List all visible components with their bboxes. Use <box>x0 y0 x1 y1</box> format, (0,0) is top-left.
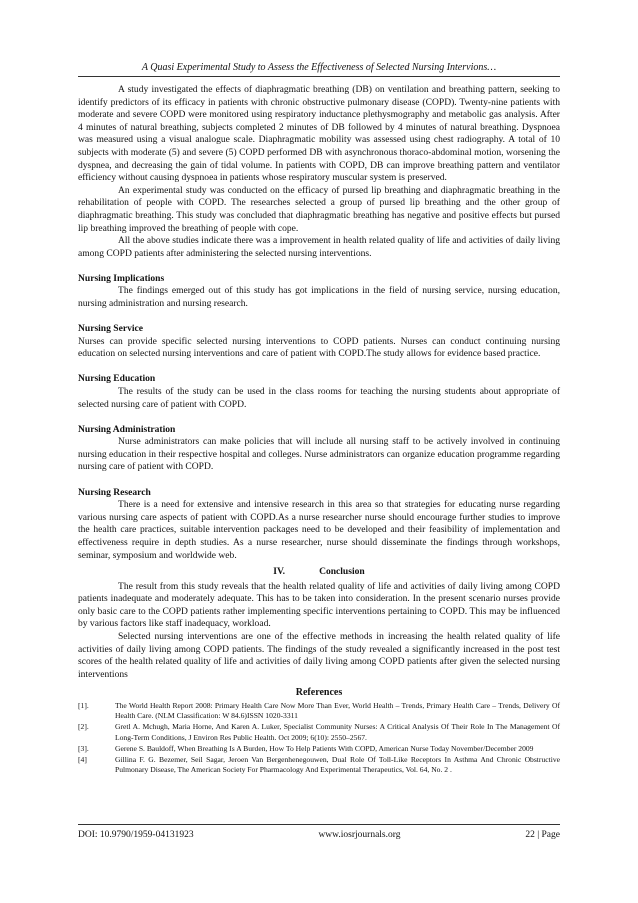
reference-number: [4] <box>78 755 87 765</box>
section-title: Conclusion <box>319 566 365 578</box>
footer-site-link[interactable]: www.iosrjournals.org <box>318 830 401 840</box>
running-head: A Quasi Experimental Study to Assess the Effectiveness of Selected Nursing Intervions… <box>141 62 497 73</box>
heading-nursing-implications: Nursing Implications <box>78 272 165 284</box>
reference-number: [2]. <box>78 722 89 732</box>
reference-item <box>78 755 560 775</box>
reference-list <box>78 701 560 775</box>
paragraph: There is a need for extensive and intensive research in this area so that strategies for educating nurse regarding various nursing care aspects of patient with COPD.As a nurse researcher nurse should encourage further studies to improve the health care practices, suitable intervention packages need to be developed and their feasibility of implementation and effectiveness require in depth studies. As a nurse researcher, nurse should disseminate the findings through workshops, seminar, symposium and worldwide web. <box>78 499 560 561</box>
footer-rule <box>78 824 560 825</box>
references-heading: References <box>295 687 343 699</box>
footer <box>78 830 560 840</box>
heading-nursing-service: Nursing Service <box>78 323 143 335</box>
heading-nursing-education: Nursing Education <box>78 373 156 385</box>
paragraph: Selected nursing interventions are one of the effective methods in increasing the health related quality of life activities of daily living among COPD patients. The findings of the study revealed a significantly increased in the post test scores of the health related quality of life and activities of daily living among COPD patients after given the selected nursing interventions <box>78 631 560 680</box>
reference-text: Gerene S. Bauldoff, When Breathing Is A Burden, How To Help Patients With COPD, American Nurse Today November/December 2009 <box>115 743 534 753</box>
paragraph: The results of the study can be used in the class rooms for teaching the nursing students about appropriate of selected nursing care of patient with COPD. <box>78 385 560 410</box>
header-rule <box>78 76 560 77</box>
section-number: IV. <box>273 566 286 578</box>
reference-item <box>78 722 560 742</box>
paragraph: Nurses can provide specific selected nursing interventions to COPD patients. Nurses can conduct continuing nursing education on selected nursing interventions and care of patient with COPD.The study allows for evidence based practice. <box>78 335 560 360</box>
body-text <box>78 84 560 775</box>
footer-page-number: 22 | Page <box>525 830 560 840</box>
paragraph: Nurse administrators can make policies that will include all nursing staff to be actively involved in continuing nursing education in their respective hospital and colleges. Nurse administrators can organize education programme regarding nursing care of patient with COPD. <box>78 436 560 473</box>
reference-number: [1]. <box>78 701 89 711</box>
paragraph: An experimental study was conducted on the efficacy of pursed lip breathing and diaphragmatic breathing in the rehabilitation of people with COPD. The researches selected a group of pursed lip breathing and the other group of diaphragmatic breathing. This study was concluded that diaphragmatic breathing has negative and positive effects but pursed lip breathing improved the breathing of people with cope. <box>78 184 560 234</box>
paragraph: The result from this study reveals that the health related quality of life and activities of daily living among COPD patients inadequate and moderately adequate. This has to be taken into consideration. In the present scenario nurses provide only basic care to the COPD patients rather implementing specific interventions pertaining to COPD. This may be influenced by various factors like staff inadequacy, workload. <box>78 580 560 630</box>
reference-text: The World Health Report 2008: Primary Health Care Now More Than Ever, World Health – Trends, Primary Health Care – Trends, Delivery Of Health Care. (NLM Classification: W 84.6)ISSN 1020-3311 <box>115 701 560 721</box>
reference-text: Gretl A. Mchugh, Maria Horne, And Karen A. Luker, Specialist Community Nurses: A Critical Analysis Of Their Role In The Management Of Long-Term Conditions, J Environ Res Public Health. Oct 2009; 6(10): 2550–2567. <box>115 722 560 742</box>
reference-item <box>78 701 560 721</box>
footer-doi: DOI: 10.9790/1959-04131923 <box>78 830 194 840</box>
paragraph: All the above studies indicate there was a improvement in health related quality of life and activities of daily living among COPD patients after administering the selected nursing interventions. <box>78 235 560 259</box>
heading-nursing-administration: Nursing Administration <box>78 423 176 435</box>
reference-item <box>78 744 560 754</box>
reference-number: [3]. <box>78 743 89 753</box>
reference-text: Gillina F. G. Bezemer, Seil Sagar, Jeroen Van Bergenhenegouwen, Dual Role Of Toll-Like Receptors In Asthma And Chronic Obstructive Pulmonary Disease, The American Society For Pharmacology And Experimental Therapeutics, Vol. 64, No. 2 . <box>115 755 560 775</box>
paragraph: The findings emerged out of this study has got implications in the field of nursing service, nursing education, nursing administration and nursing research. <box>78 285 560 309</box>
paragraph: A study investigated the effects of diaphragmatic breathing (DB) on ventilation and breathing pattern, seeking to identify predictors of its efficacy in patients with chronic obstructive pulmonary disease (COPD). Twenty-nine patients with moderate and severe COPD were monitored using respiratory inductance plethysmography and metabolic gas analysis. After 4 minutes of natural breathing, subjects completed 2 minutes of DB followed by 4 minutes of natural breathing. Dyspnoea was measured using a visual analogue scale. Diaphragmatic mobility was assessed using chest radiography. A total of 10 subjects with moderate (5) and severe (5) COPD performed DB with asynchronous thoraco-abdominal motion, worsening the dyspnea, and decreasing the gain of tidal volume. In patients with COPD, DB can improve breathing pattern and ventilator efficiency without causing dyspnoea in patients whose respiratory muscular system is preserved. <box>78 84 560 184</box>
heading-nursing-research: Nursing Research <box>78 486 151 498</box>
section-heading-conclusion <box>78 566 560 579</box>
